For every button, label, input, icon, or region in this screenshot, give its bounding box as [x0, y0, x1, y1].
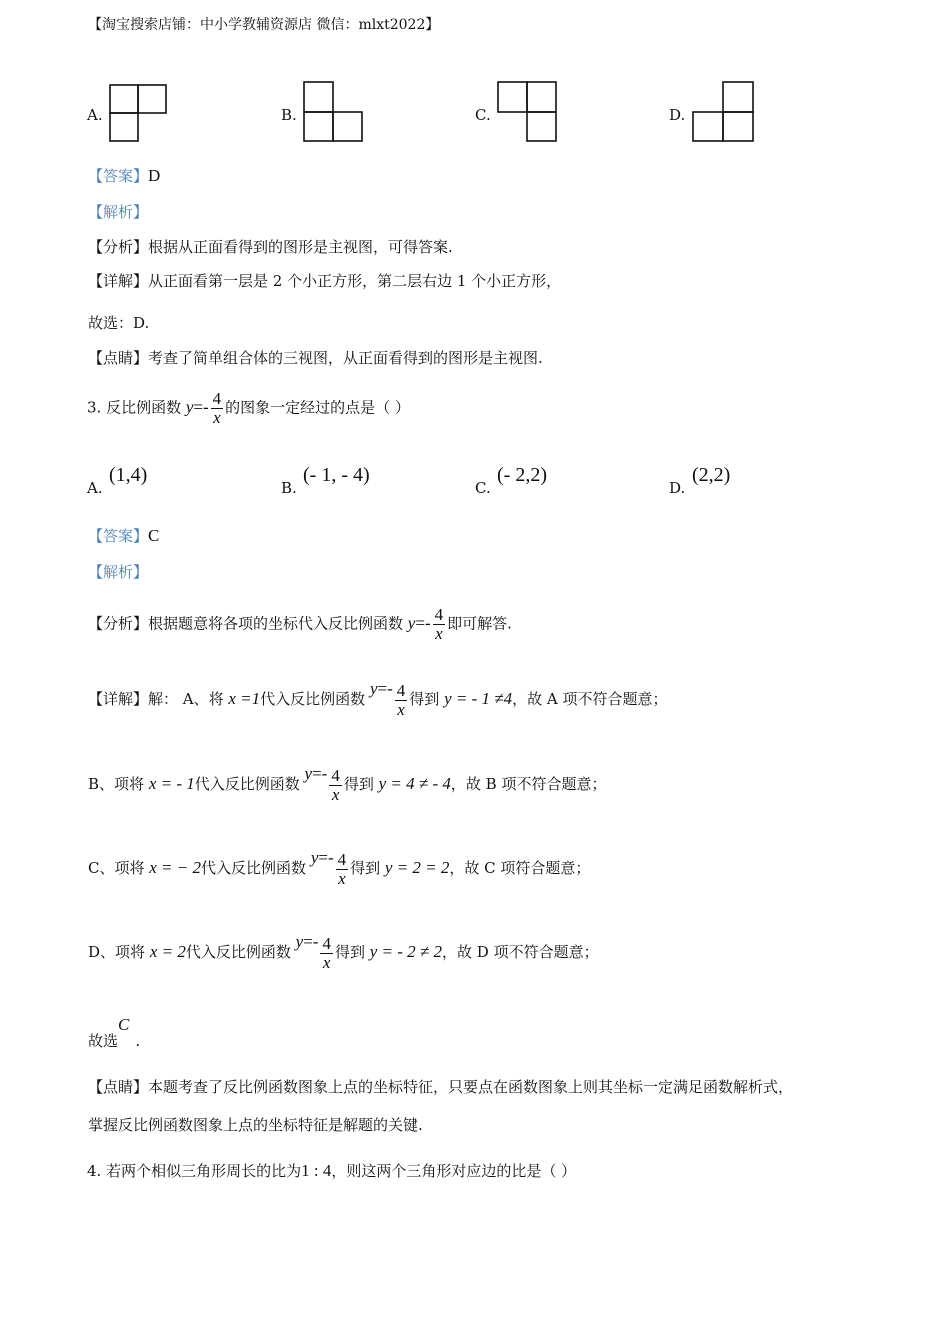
page-header: 【淘宝搜索店铺：中小学教辅资源店 微信：mlxt2022】 — [88, 17, 440, 33]
option-d-figure — [692, 81, 756, 143]
q3-stem-pre: 3. 反比例函数 — [87, 398, 182, 417]
q3-detail-d: D、项将 x = 2代入反比例函数 y=- $\frac{4}{x}$ 得到 y = - 2 ≠ 2，故 D 项不符合题意； — [88, 932, 599, 972]
fraction: $\frac{4}{x}$ — [331, 765, 340, 804]
answer-value: D — [148, 166, 161, 185]
q4-stem: 4. 若两个相似三角形周长的比为1 : 4，则这两个三角形对应边的比是（ ） — [87, 1161, 577, 1180]
q2-answer-line — [88, 165, 160, 186]
q3-func-eq: =- — [193, 397, 209, 417]
q3-func-lhs: y — [185, 397, 194, 417]
q3-stem-post: 的图象一定经过的点是（ ） — [225, 398, 410, 417]
q2-review-text: 【点睛】考查了简单组合体的三视图，从正面看得到的图形是主视图. — [88, 349, 543, 367]
answer-value: C — [148, 526, 160, 545]
q3-detail-b: B、项将 x = - 1代入反比例函数 y=- $\frac{4}{x}$ 得到 y = 4 ≠ - 4，故 B 项不符合题意； — [88, 764, 607, 804]
q3-option-b-label: B. — [281, 479, 297, 497]
q3-analysis-line: 【分析】根据题意将各项的坐标代入反比例函数 y=- $\frac{4}{x}$ 即可解答. — [88, 605, 512, 643]
q3-detail-a: 【详解】解： A、将 x =1代入反比例函数 y=- $\frac{4}{x}$ 得到 y = - 1 ≠4，故 A 项不符合题意； — [88, 679, 668, 719]
q3-review-line1: 【点睛】本题考查了反比例函数图象上点的坐标特征，只要点在函数图象上则其坐标一定满足函数解析式， — [88, 1078, 794, 1096]
fraction: $\frac{4}{x}$ — [322, 933, 331, 972]
option-d-label: D. — [669, 106, 686, 124]
option-c-figure — [497, 81, 559, 143]
q3-review-line2: 掌握反比例函数图象上点的坐标特征是解题的关键. — [88, 1116, 423, 1134]
analysis-tag: 【解析】 — [88, 563, 149, 581]
fraction: $\frac{4}{x}$ — [396, 680, 406, 719]
q2-analysis-text: 【分析】根据从正面看得到的图形是主视图，可得答案. — [88, 238, 453, 256]
q3-option-b-value: (- 1, - 4) — [303, 464, 370, 486]
q2-detail-text: 【详解】从正面看第一层是 2 个小正方形，第二层右边 1 个小正方形， — [88, 272, 562, 290]
q3-option-d-label: D. — [669, 479, 686, 497]
analysis-tag: 【解析】 — [88, 203, 149, 221]
q3-detail-c: C、项将 x = − 2代入反比例函数 y=- $\frac{4}{x}$ 得到 y = 2 = 2，故 C 项符合题意； — [88, 848, 591, 888]
fraction: $\frac{4}{x}$ — [337, 849, 347, 888]
q2-choose-text: 故选：D. — [88, 314, 150, 332]
q3-option-a-value: (1,4) — [109, 464, 148, 486]
q3-answer-line — [88, 525, 159, 546]
option-b-figure — [303, 81, 365, 143]
fraction: $\frac{4}{x}$ — [434, 605, 444, 643]
q3-option-c-value: (- 2,2) — [497, 464, 547, 486]
q3-choose-line: 故选C. — [88, 1015, 141, 1050]
q3-stem — [87, 390, 410, 427]
option-a-figure — [109, 84, 169, 144]
option-a-label: A. — [87, 106, 103, 124]
answer-tag: 【答案】 — [88, 167, 149, 185]
q3-option-a-label: A. — [87, 479, 103, 497]
q3-option-d-value: (2,2) — [692, 464, 731, 486]
q3-fraction: $\frac{4}{x}$ — [212, 389, 222, 427]
q3-option-c-label: C. — [475, 479, 491, 497]
option-c-label: C. — [475, 106, 491, 124]
option-b-label: B. — [281, 106, 297, 124]
answer-tag: 【答案】 — [88, 527, 149, 545]
